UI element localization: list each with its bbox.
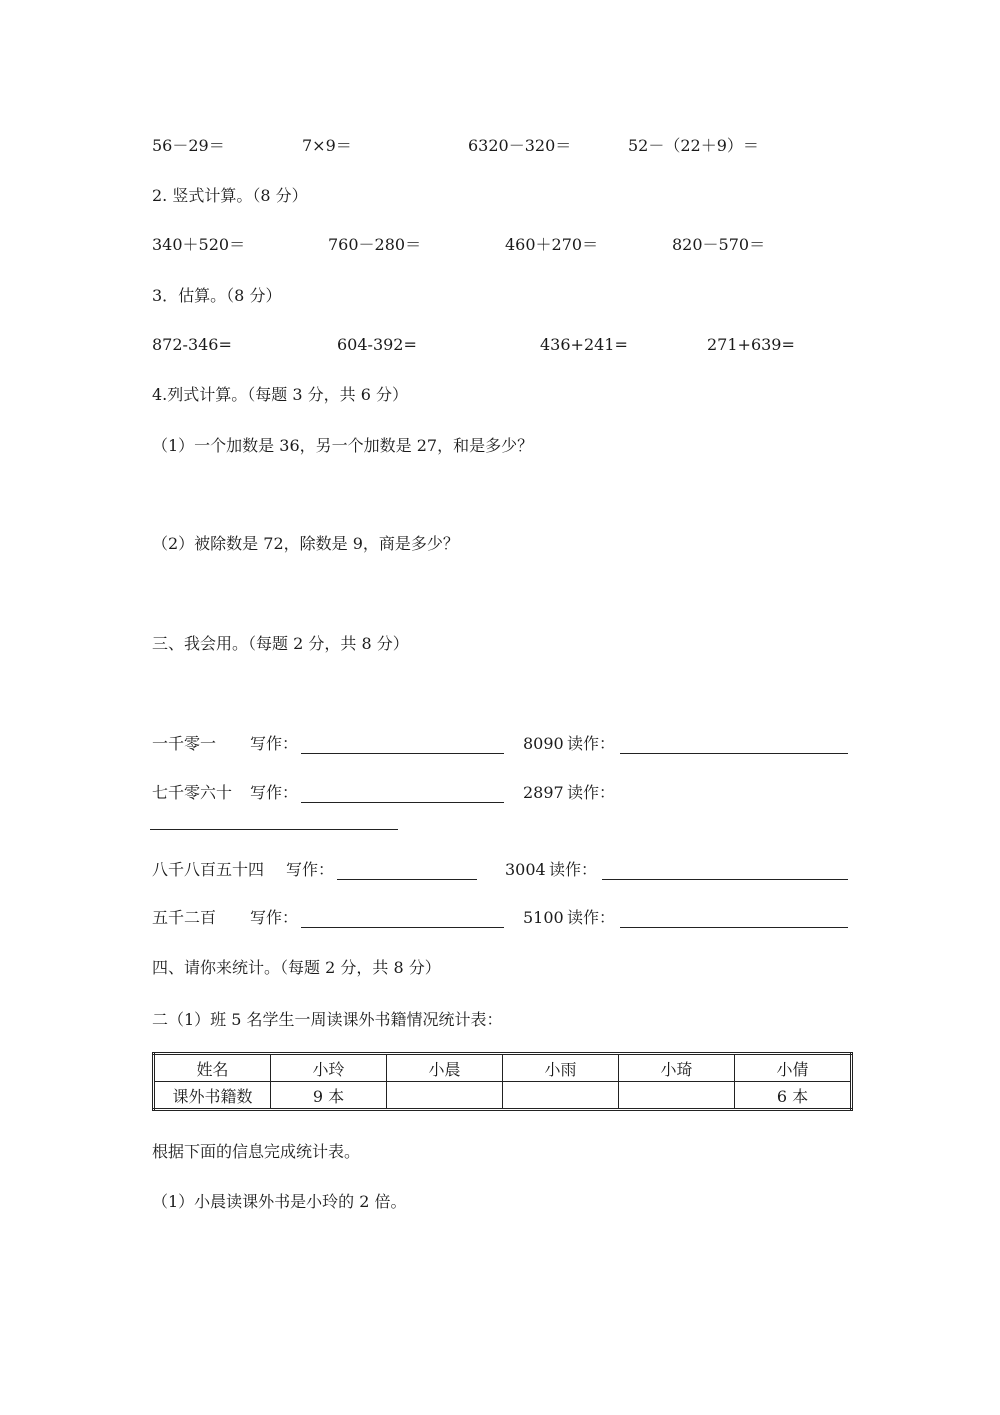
q4-title: 4.列式计算。（每题 3 分，共 6 分） <box>152 385 408 404</box>
calc-item-3: 6320－320＝ <box>468 136 572 155</box>
s3-row2-write-label: 写作： <box>250 783 299 802</box>
s3-row1-num: 8090 <box>523 734 564 753</box>
s3-row3-write-blank[interactable] <box>337 860 477 880</box>
table-cell: 6 本 <box>735 1082 852 1110</box>
section4-title: 四、请你来统计。（每题 2 分，共 8 分） <box>152 958 441 977</box>
table-header-cell: 小琦 <box>619 1054 735 1082</box>
table-cell-blank[interactable] <box>503 1082 619 1110</box>
q4-problem-1: （1）一个加数是 36，另一个加数是 27，和是多少？ <box>152 436 534 455</box>
s3-row4-read-blank[interactable] <box>620 908 848 928</box>
q4-problem-2: （2）被除数是 72，除数是 9，商是多少？ <box>152 534 459 553</box>
q3-item-1: 872-346= <box>152 335 232 354</box>
q3-item-2: 604-392= <box>337 335 417 354</box>
q2-title: 2. 竖式计算。（8 分） <box>152 186 308 205</box>
table-cell-blank[interactable] <box>387 1082 503 1110</box>
table-header-cell: 小晨 <box>387 1054 503 1082</box>
s3-row3-word: 八千八百五十四 <box>152 860 265 879</box>
s3-row2-read-label: 读作： <box>567 783 616 802</box>
s3-row2-word: 七千零六十 <box>152 783 233 802</box>
s3-row3-num: 3004 <box>505 860 546 879</box>
calc-item-1: 56－29＝ <box>152 136 225 155</box>
q2-item-4: 820－570＝ <box>672 235 766 254</box>
q2-item-3: 460＋270＝ <box>505 235 599 254</box>
s3-row4-read-label: 读作： <box>567 908 616 927</box>
s3-row1-write-blank[interactable] <box>301 734 504 754</box>
table-cell: 课外书籍数 <box>154 1082 271 1110</box>
table-caption: 二（1）班 5 名学生一周读课外书籍情况统计表： <box>152 1010 503 1029</box>
s3-row4-num: 5100 <box>523 908 564 927</box>
q2-item-2: 760－280＝ <box>328 235 422 254</box>
section3-title: 三、我会用。（每题 2 分，共 8 分） <box>152 634 409 653</box>
q2-item-1: 340＋520＝ <box>152 235 246 254</box>
s3-row2-write-blank[interactable] <box>301 783 504 803</box>
s3-row4-write-blank[interactable] <box>301 908 504 928</box>
s4-problem-1: （1）小晨读课外书是小玲的 2 倍。 <box>152 1192 407 1211</box>
q3-item-3: 436+241= <box>540 335 628 354</box>
s3-row2-num: 2897 <box>523 783 564 802</box>
calc-item-2: 7×9＝ <box>302 136 352 155</box>
table-instruction: 根据下面的信息完成统计表。 <box>152 1142 361 1161</box>
s3-row3-read-blank[interactable] <box>602 860 848 880</box>
s3-row4-write-label: 写作： <box>250 908 299 927</box>
s3-row3-read-label: 读作： <box>549 860 598 879</box>
table-header-row <box>154 1054 852 1082</box>
reading-stats-table <box>152 1052 853 1111</box>
table-header-cell: 小倩 <box>735 1054 852 1082</box>
s3-row4-word: 五千二百 <box>152 908 217 927</box>
table-header-cell: 姓名 <box>154 1054 271 1082</box>
table-header-cell: 小雨 <box>503 1054 619 1082</box>
table-cell: 9 本 <box>271 1082 387 1110</box>
calc-item-4: 52－（22＋9）＝ <box>628 136 759 155</box>
table-row <box>154 1082 852 1110</box>
table-header-cell: 小玲 <box>271 1054 387 1082</box>
table-cell-blank[interactable] <box>619 1082 735 1110</box>
s3-row2-read-blank[interactable] <box>150 810 398 830</box>
q3-title: 3．估算。（8 分） <box>152 286 282 305</box>
q3-item-4: 271+639= <box>707 335 795 354</box>
s3-row1-read-label: 读作： <box>567 734 616 753</box>
s3-row1-read-blank[interactable] <box>620 734 848 754</box>
s3-row1-word: 一千零一 <box>152 734 217 753</box>
s3-row1-write-label: 写作： <box>250 734 299 753</box>
s3-row3-write-label: 写作： <box>286 860 335 879</box>
